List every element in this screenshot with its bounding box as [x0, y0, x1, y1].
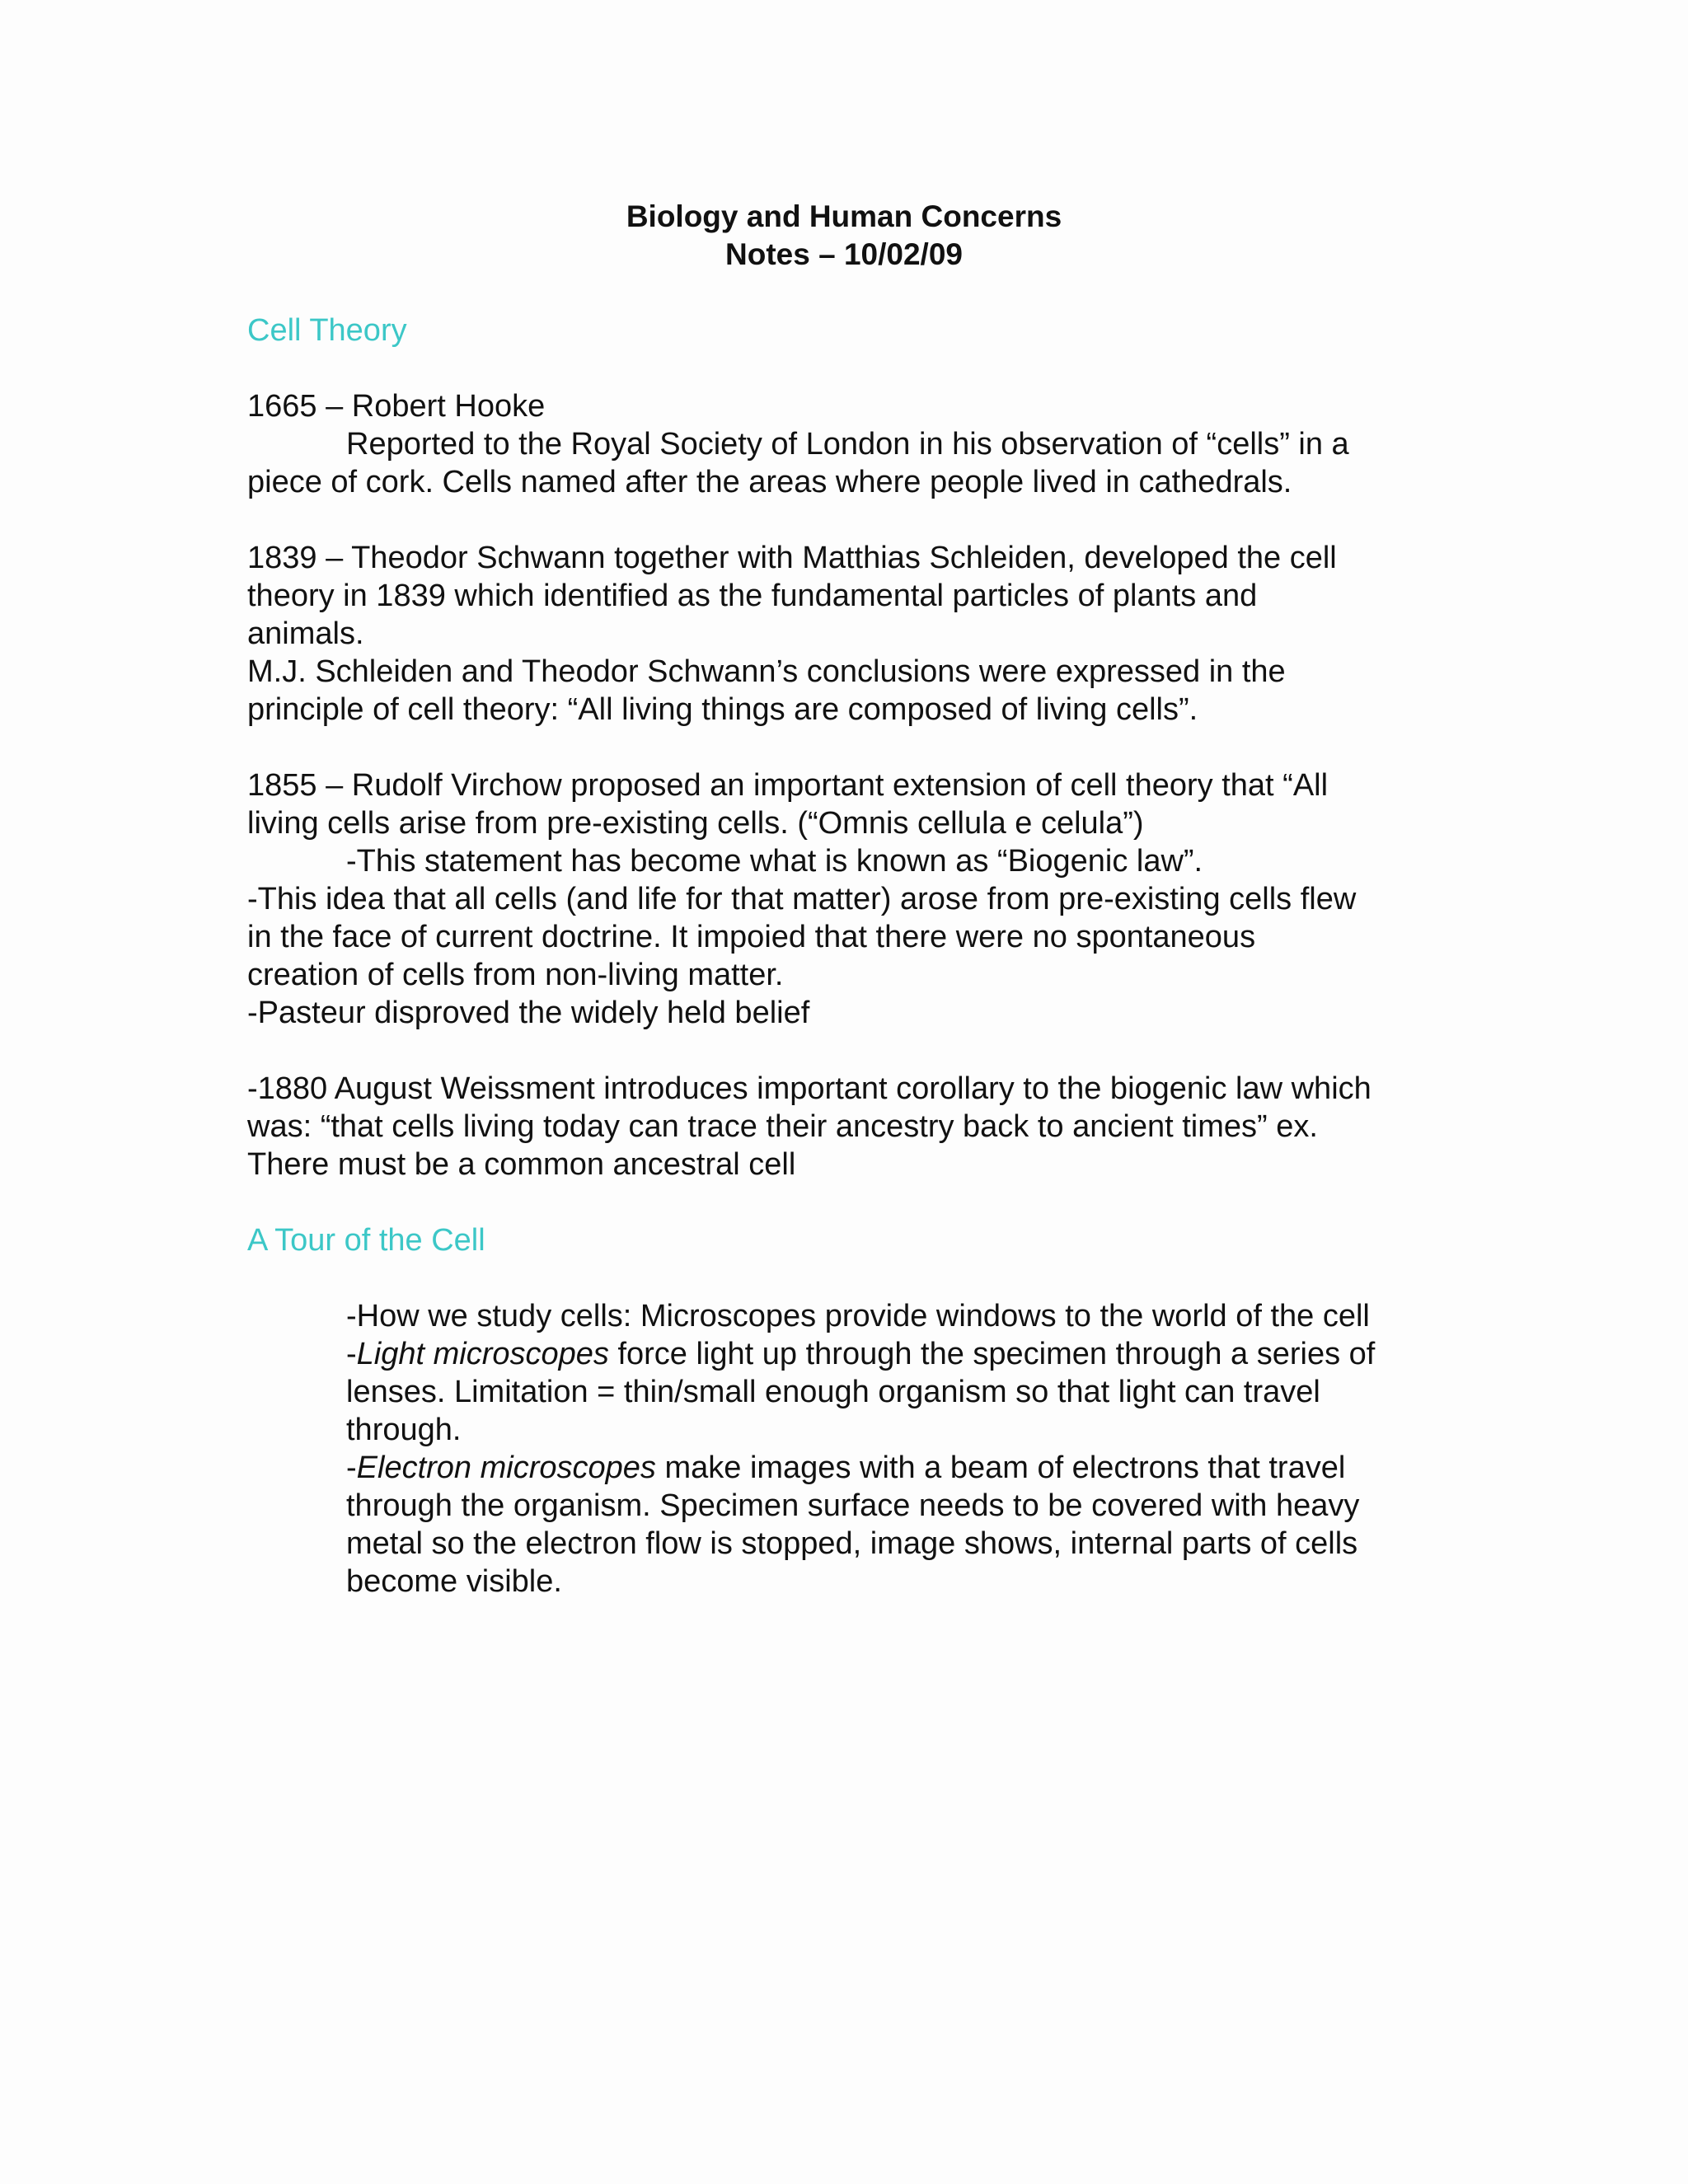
- paragraph-line: become visible.: [346, 1564, 562, 1599]
- paragraph-line: metal so the electron flow is stopped, image shows, internal parts of cells: [346, 1526, 1358, 1561]
- paragraph-line: -How we study cells: Microscopes provide windows to the world of the cell: [346, 1299, 1370, 1333]
- paragraph-line: principle of cell theory: “All living things are composed of living cells”.: [247, 692, 1198, 727]
- paragraph-line: piece of cork. Cells named after the areas where people lived in cathedrals.: [247, 465, 1292, 499]
- paragraph-line: was: “that cells living today can trace their ancestry back to ancient times” ex.: [247, 1109, 1318, 1144]
- term-light-microscopes: Light microscopes: [356, 1337, 609, 1371]
- paragraph-line: animals.: [247, 616, 364, 651]
- section-heading-cell-theory: Cell Theory: [247, 313, 407, 348]
- paragraph-line: living cells arise from pre-existing cells. (“Omnis cellula e celula”): [247, 806, 1144, 841]
- paragraph-line: -Pasteur disproved the widely held belief: [247, 996, 810, 1030]
- paragraph-line: [346, 1449, 1345, 1487]
- paragraph-line: -This statement has become what is known as “Biogenic law”.: [346, 844, 1203, 879]
- paragraph-line: 1855 – Rudolf Virchow proposed an important extension of cell theory that “All: [247, 768, 1329, 803]
- paragraph-line: 1665 – Robert Hooke: [247, 389, 546, 424]
- document-title: Biology and Human Concerns: [626, 199, 1062, 233]
- paragraph-line: M.J. Schleiden and Theodor Schwann’s conclusions were expressed in the: [247, 654, 1286, 689]
- bullet-dash: -: [346, 1337, 357, 1371]
- paragraph-line: [346, 1335, 1375, 1373]
- document-title-block: [0, 198, 1688, 274]
- paragraph-line: creation of cells from non-living matter.: [247, 958, 784, 992]
- paragraph-line: -1880 August Weissment introduces important corollary to the biogenic law which: [247, 1071, 1372, 1106]
- line-text: force light up through the specimen through a series of: [608, 1337, 1376, 1371]
- paragraph-line: in the face of current doctrine. It impoied that there were no spontaneous: [247, 920, 1256, 954]
- paragraph-line: through.: [346, 1413, 462, 1447]
- line-text: make images with a beam of electrons that travel: [655, 1451, 1346, 1485]
- section-heading-tour-of-the-cell: A Tour of the Cell: [247, 1223, 485, 1258]
- paragraph-line: Reported to the Royal Society of London in his observation of “cells” in a: [346, 427, 1349, 462]
- bullet-dash: -: [346, 1451, 357, 1485]
- paragraph-line: There must be a common ancestral cell: [247, 1147, 796, 1182]
- paragraph-line: 1839 – Theodor Schwann together with Matthias Schleiden, developed the cell: [247, 541, 1337, 575]
- paragraph-line: -This idea that all cells (and life for that matter) arose from pre-existing cells flew: [247, 882, 1357, 916]
- document-subtitle: Notes – 10/02/09: [725, 237, 963, 271]
- term-electron-microscopes: Electron microscopes: [356, 1451, 656, 1485]
- paragraph-line: theory in 1839 which identified as the fundamental particles of plants and: [247, 579, 1258, 613]
- paragraph-line: through the organism. Specimen surface needs to be covered with heavy: [346, 1488, 1360, 1523]
- paragraph-line: lenses. Limitation = thin/small enough organism so that light can travel: [346, 1375, 1320, 1409]
